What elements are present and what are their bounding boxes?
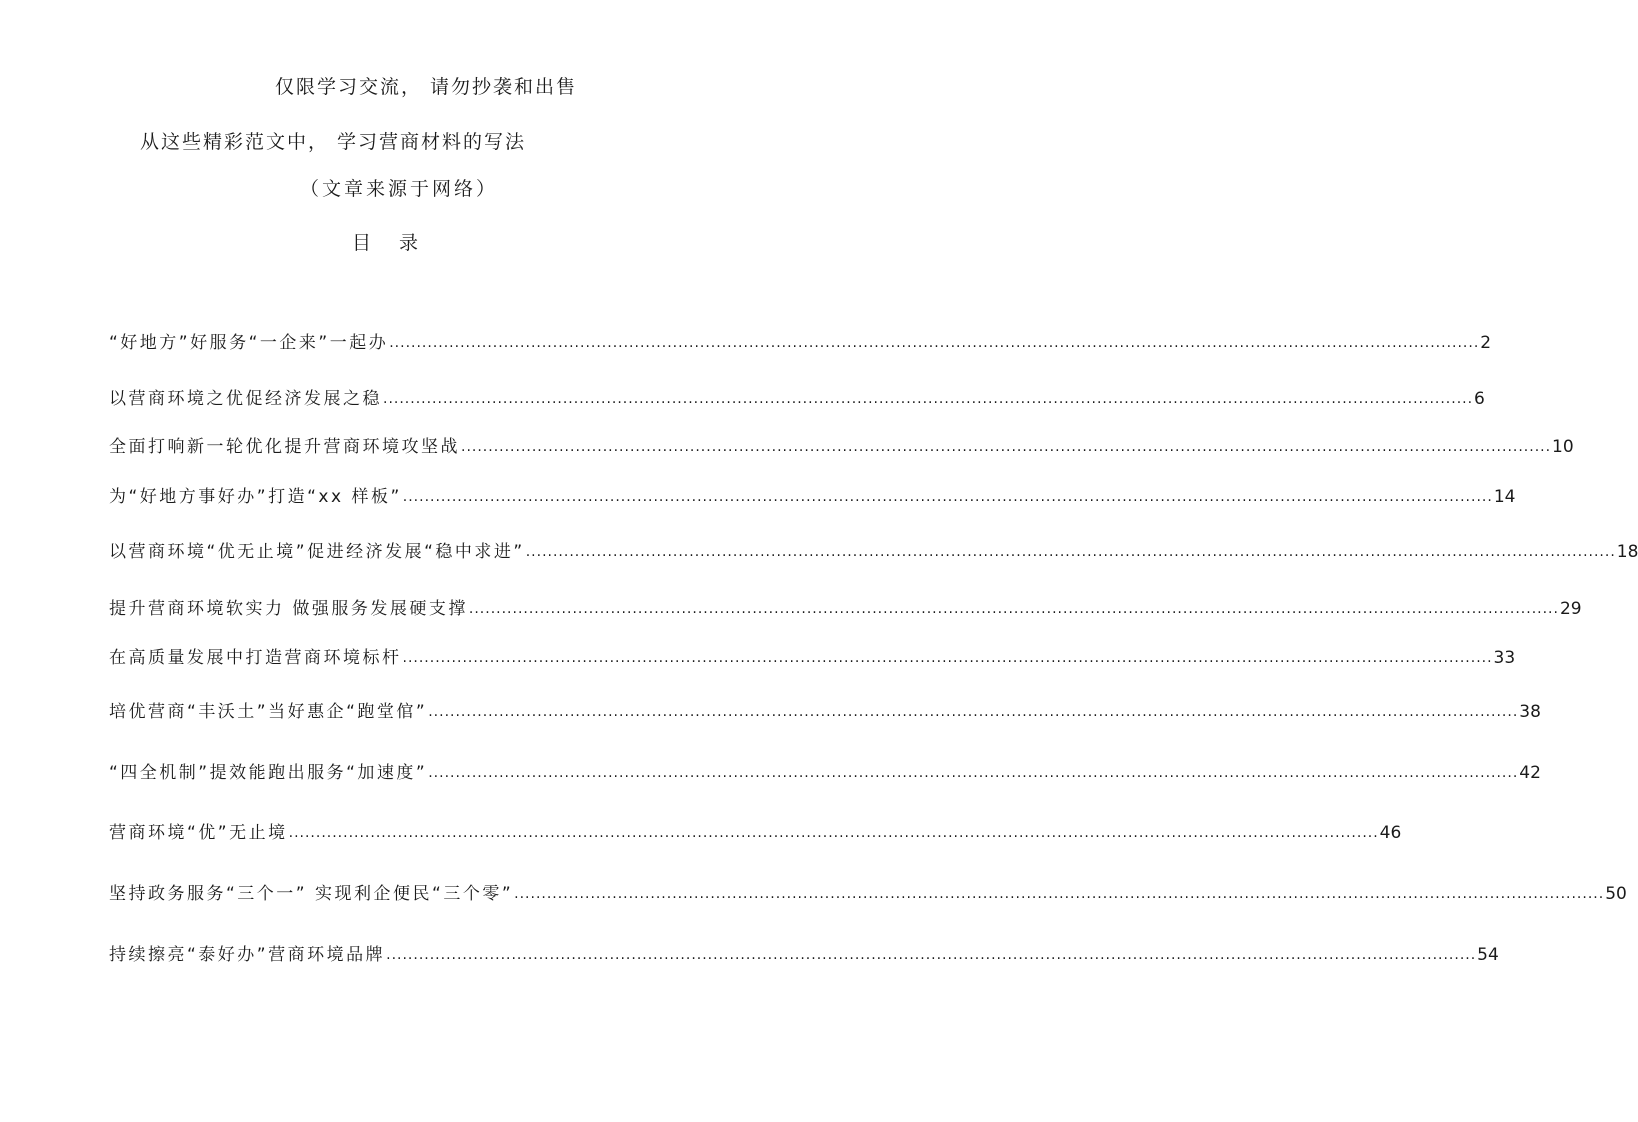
toc-dot-leader: ........................................................................................................................................................................................................ <box>468 601 1559 617</box>
toc-dot-leader: ........................................................................................................................................................................................................ <box>514 886 1605 902</box>
toc-entry-title: 以营商环境“优无止境”促进经济发展“稳中求进” <box>109 542 525 562</box>
toc-dot-leader: ........................................................................................................................................................................................................ <box>402 650 1493 666</box>
document-title: 从这些精彩范文中， 学习营商材料的写法 <box>140 131 527 153</box>
toc-entry-page-number: 14 <box>1493 487 1516 507</box>
toc-entry[interactable] <box>109 432 1574 457</box>
toc-entry[interactable] <box>109 697 1541 722</box>
toc-entry[interactable] <box>109 879 1627 904</box>
toc-dot-leader: ........................................................................................................................................................................................................ <box>402 489 1493 505</box>
toc-entry-title: 为“好地方事好办”打造“xx 样板” <box>109 487 402 507</box>
toc-dot-leader: ........................................................................................................................................................................................................ <box>461 439 1552 455</box>
toc-dot-leader: ........................................................................................................................................................................................................ <box>386 947 1477 963</box>
toc-entry-page-number: 18 <box>1616 542 1638 562</box>
toc-entry-title: 培优营商“丰沃土”当好惠企“跑堂倌” <box>109 702 428 722</box>
toc-entry-page-number: 42 <box>1519 763 1541 783</box>
toc-entry-title: 持续擦亮“泰好办”营商环境品牌 <box>109 945 386 965</box>
toc-heading-char-2: 录 <box>399 232 419 254</box>
toc-dot-leader: ........................................................................................................................................................................................................ <box>383 391 1474 407</box>
toc-entry[interactable] <box>109 940 1499 965</box>
toc-entry-title: 全面打响新一轮优化提升营商环境攻坚战 <box>109 437 460 457</box>
toc-entry[interactable] <box>109 384 1485 409</box>
toc-entry-title: 营商环境“优”无止境 <box>109 823 288 843</box>
toc-entry[interactable] <box>109 758 1541 783</box>
toc-entry-page-number: 46 <box>1379 823 1402 843</box>
toc-entry-title: 提升营商环境软实力 做强服务发展硬支撑 <box>109 599 468 619</box>
toc-entry-page-number: 38 <box>1519 702 1541 722</box>
toc-entry[interactable] <box>109 594 1582 619</box>
toc-entry-page-number: 50 <box>1605 884 1627 904</box>
toc-entry-title: 在高质量发展中打造营商环境标杆 <box>109 648 402 668</box>
toc-entry-page-number: 33 <box>1493 648 1516 668</box>
toc-entry[interactable] <box>109 818 1402 843</box>
toc-entry-title: 坚持政务服务“三个一” 实现利企便民“三个零” <box>109 884 514 904</box>
source-note: （文章来源于网络） <box>300 178 499 200</box>
toc-dot-leader: ........................................................................................................................................................................................................ <box>288 825 1379 841</box>
toc-dot-leader: ........................................................................................................................................................................................................ <box>428 704 1519 720</box>
toc-heading-char-1: 目 <box>352 232 372 254</box>
toc-heading <box>352 228 418 255</box>
toc-entry-page-number: 10 <box>1552 437 1574 457</box>
toc-entry[interactable] <box>109 482 1516 507</box>
toc-entry[interactable] <box>109 328 1492 353</box>
toc-dot-leader: ........................................................................................................................................................................................................ <box>428 765 1519 781</box>
toc-dot-leader: ........................................................................................................................................................................................................ <box>525 544 1616 560</box>
toc-entry-page-number: 54 <box>1477 945 1499 965</box>
toc-entry-page-number: 6 <box>1474 389 1485 409</box>
toc-entry-title: “四全机制”提效能跑出服务“加速度” <box>109 763 428 783</box>
toc-entry[interactable] <box>109 643 1516 668</box>
toc-entry-page-number: 2 <box>1480 333 1492 353</box>
toc-entry-title: “好地方”好服务“一企来”一起办 <box>109 333 389 353</box>
toc-entry-title: 以营商环境之优促经济发展之稳 <box>109 389 382 409</box>
copyright-notice: 仅限学习交流， 请勿抄袭和出售 <box>275 76 578 98</box>
toc-entry-page-number: 29 <box>1559 599 1582 619</box>
toc-dot-leader: ........................................................................................................................................................................................................ <box>389 335 1480 351</box>
toc-entry[interactable] <box>109 537 1638 562</box>
